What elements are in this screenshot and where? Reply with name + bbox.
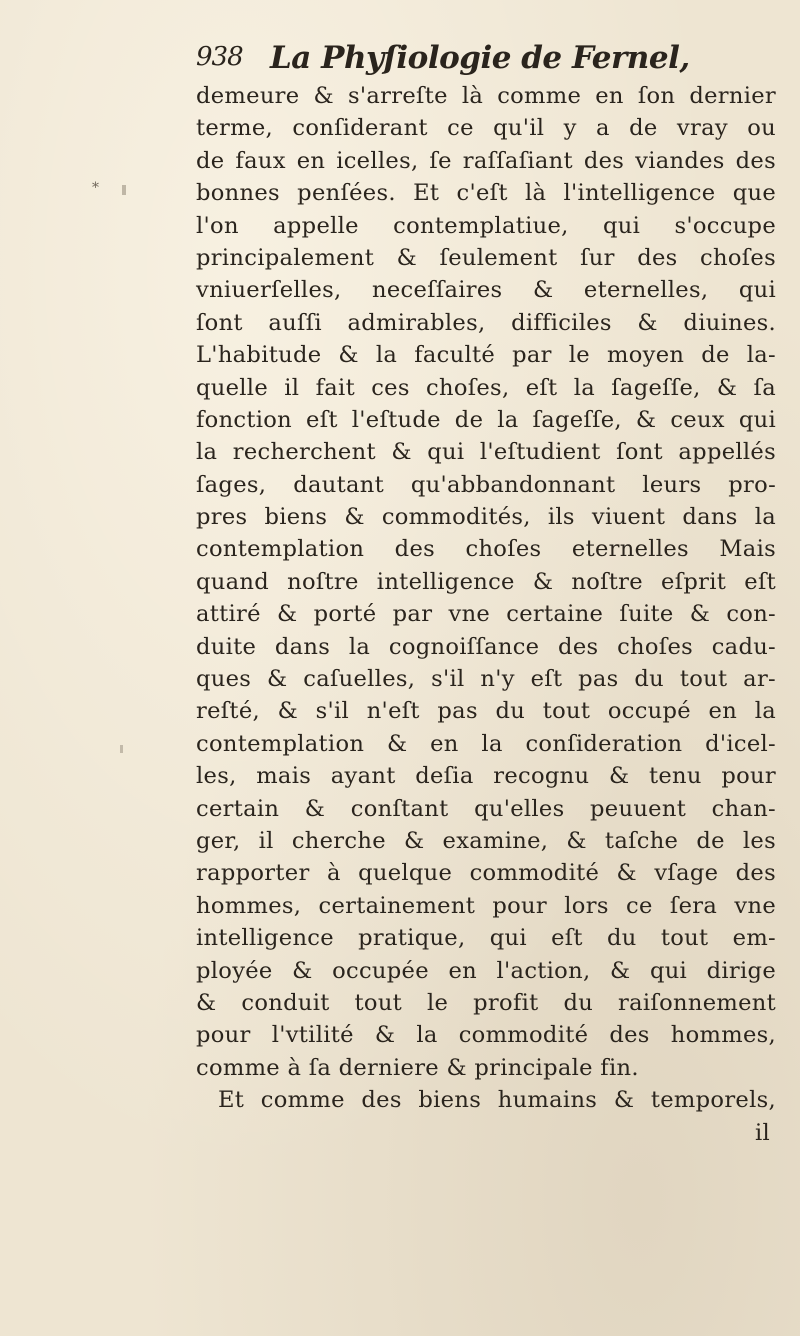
text-line: la recherchent & qui l'eſtudient ſont appellés <box>196 439 776 466</box>
margin-tick <box>122 185 126 195</box>
text-line: demeure & s'arreſte là comme en ſon dernier <box>196 83 776 109</box>
text-line: quelle il fait ces choſes, eſt la ſageſſe, & ſa <box>196 374 776 401</box>
text-line: les, mais ayant deſia recognu & tenu pour <box>196 763 776 790</box>
text-line: comme à ſa derniere & principale fin. <box>196 1054 639 1081</box>
text-line: certain & conſtant qu'elles peuuent chan- <box>196 795 776 822</box>
text-line: ſont auſſi admirables, difficiles & diuines. <box>196 309 776 336</box>
margin-tick <box>120 745 123 753</box>
text-line: l'on appelle contemplatiue, qui s'occupe <box>196 212 776 239</box>
text-line: pour l'vtilité & la commodité des hommes, <box>196 1022 776 1049</box>
text-line: intelligence pratique, qui eſt du tout em- <box>196 925 776 952</box>
text-line: quand noſtre intelligence & noſtre eſprit eſt <box>196 568 776 595</box>
text-line: principalement & ſeulement ſur des choſes <box>196 244 776 271</box>
text-line: ſages, dautant qu'abbandonnant leurs pro- <box>196 471 776 498</box>
text-line: hommes, certainement pour lors ce ſera vne <box>196 892 776 919</box>
text-line: L'habitude & la faculté par le moyen de la- <box>196 342 776 369</box>
text-line: rapporter à quelque commodité & vſage des <box>196 860 776 887</box>
text-line: fonction eſt l'eſtude de la ſageſſe, & ceux qui <box>196 406 776 433</box>
text-line: & conduit tout le profit du raiſonnement <box>196 989 776 1016</box>
text-line: contemplation & en la conſideration d'icel- <box>196 730 776 757</box>
text-line: ques & caſuelles, s'il n'y eſt pas du tout ar- <box>196 666 776 693</box>
text-line: bonnes penſées. Et c'eſt là l'intelligence que <box>196 180 776 207</box>
running-title: La Phyſiologie de Fernel, <box>270 40 690 76</box>
text-line: de faux en icelles, ſe raſſaſiant des viandes des <box>196 147 776 174</box>
text-line: Et comme des biens humains & temporels, <box>218 1087 776 1114</box>
margin-mark: * <box>92 180 99 196</box>
body-text <box>196 80 776 1149</box>
text-line: pres biens & commodités, ils viuent dans la <box>196 504 776 531</box>
text-line: terme, conſiderant ce qu'il y a de vray ou <box>196 115 776 142</box>
text-line: contemplation des choſes eternelles Mais <box>196 536 776 563</box>
text-line: reſté, & s'il n'eſt pas du tout occupé en la <box>196 698 776 725</box>
text-line: attiré & porté par vne certaine ſuite & con- <box>196 601 776 628</box>
text-line: ployée & occupée en l'action, & qui dirige <box>196 957 776 984</box>
text-line: vniuerſelles, neceſſaires & eternelles, qui <box>196 277 776 304</box>
page-number: 938 <box>196 42 243 72</box>
catchword: il <box>754 1119 770 1146</box>
text-line: ger, il cherche & examine, & taſche de les <box>196 827 776 854</box>
text-line: duite dans la cognoiſſance des choſes cadu- <box>196 633 776 660</box>
